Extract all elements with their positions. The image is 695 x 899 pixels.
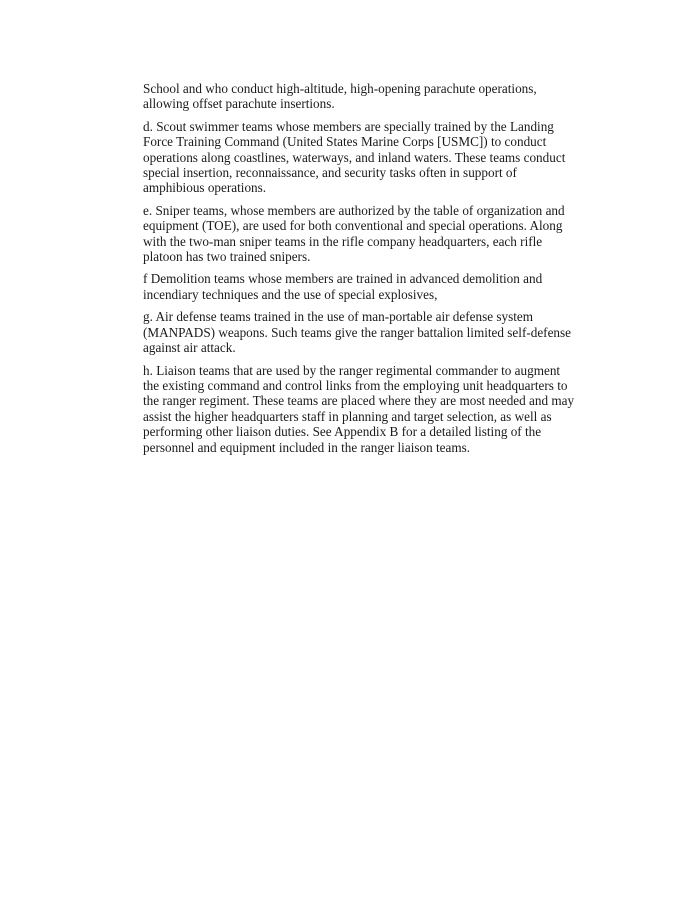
paragraph-demolition-teams: f Demolition teams whose members are trained in advanced demolition and incendiary techniques and the use of special explosives, bbox=[143, 271, 543, 302]
paragraph-liaison-teams: h. Liaison teams that are used by the ranger regimental commander to augment the existing command and control links from the employing unit headquarters to the ranger regiment. These teams are placed where they are most needed and may assist the higher headquarters staff in planning and target selection, as well as performing other liaison duties. See Appendix B for a detailed listing of the personnel and equipment included in the ranger liaison teams. bbox=[143, 362, 575, 455]
paragraph-sniper-teams: e. Sniper teams, whose members are authorized by the table of organization and equipment (TOE), are used for both conventional and special operations. Along with the two-man sniper teams in the rifle company headquarters, each rifle platoon has two trained snipers. bbox=[143, 202, 565, 265]
paragraph-parachute-continuation: School and who conduct high-altitude, high-opening parachute operations, allowing offset parachute insertions. bbox=[143, 81, 537, 112]
paragraph-air-defense-teams: g. Air defense teams trained in the use of man-portable air defense system (MANPADS) weapons. Such teams give the ranger battalion limited self-defense against air attack. bbox=[143, 309, 572, 356]
document-body bbox=[143, 81, 593, 462]
paragraph-scout-swimmer-teams: d. Scout swimmer teams whose members are specially trained by the Landing Force Training Command (United States Marine Corps [USMC]) to conduct operations along coastlines, waterways, and inland waters. These teams conduct special insertion, reconnaissance, and security tasks often in support of amphibious operations. bbox=[143, 118, 566, 196]
